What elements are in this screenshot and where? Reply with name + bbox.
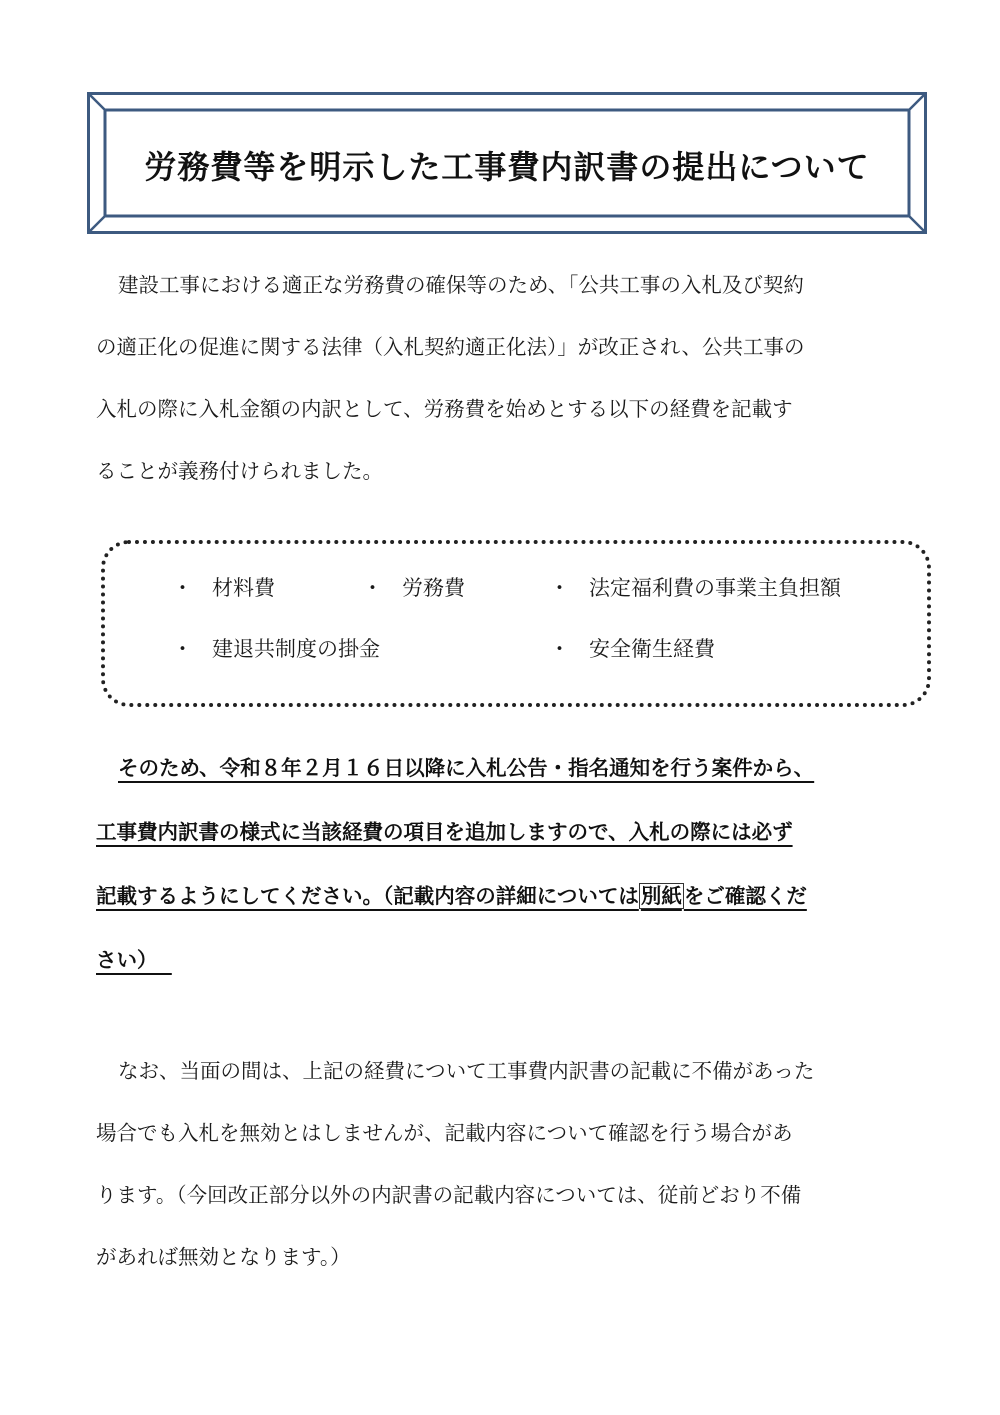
intro-line: の適正化の促進に関する法律（入札契約適正化法）」が改正され、公共工事の — [96, 335, 805, 359]
item-materials — [172, 572, 275, 602]
closing-line: 場合でも入札を無効とはしませんが、記載内容について確認を行う場合があ — [96, 1121, 793, 1145]
item-labor — [362, 572, 465, 602]
bullet: ・ — [362, 576, 383, 600]
closing-line: があれば無効となります。） — [96, 1245, 351, 1269]
item-label: 安全衛生経費 — [589, 637, 715, 661]
attachment-reference: 別紙 — [640, 884, 682, 908]
item-label: 建退共制度の掛金 — [212, 637, 380, 661]
intro-line: 入札の際に入札金額の内訳として、労務費を始めとする以下の経費を記載す — [96, 397, 793, 421]
bullet: ・ — [172, 576, 193, 600]
closing-line: なお、当面の間は、上記の経費について工事費内訳書の記載に不備があった — [118, 1059, 815, 1083]
notice-line: 記載するようにしてください。（記載内容の詳細については — [96, 884, 639, 908]
item-safety — [549, 633, 715, 663]
notice-paragraph — [96, 736, 908, 992]
bullet: ・ — [549, 576, 570, 600]
title-frame — [87, 92, 927, 234]
notice-line: そのため、令和８年２月１６日以降に入札公告・指名通知を行う案件から、 — [118, 756, 815, 780]
intro-line: ることが義務付けられました。 — [96, 459, 383, 483]
item-kentai — [172, 633, 380, 663]
intro-paragraph — [96, 254, 908, 502]
cost-items-box — [101, 540, 931, 707]
page-title: 労務費等を明示した工事費内訳書の提出について — [144, 148, 870, 186]
notice-line: 工事費内訳書の様式に当該経費の項目を追加しますので、入札の際には必ず — [96, 820, 793, 844]
notice-line: をご確認くだ — [683, 884, 807, 908]
item-welfare — [549, 572, 841, 602]
bullet: ・ — [172, 637, 193, 661]
intro-line: 建設工事における適正な労務費の確保等のため、「公共工事の入札及び契約 — [118, 273, 804, 297]
item-label: 材料費 — [212, 576, 275, 600]
bullet: ・ — [549, 637, 570, 661]
notice-line: さい） — [96, 948, 158, 972]
item-label: 法定福利費の事業主負担額 — [589, 576, 841, 600]
item-label: 労務費 — [402, 576, 465, 600]
closing-paragraph — [96, 1040, 908, 1288]
closing-line: ります。（今回改正部分以外の内訳書の記載内容については、従前どおり不備 — [96, 1183, 802, 1207]
